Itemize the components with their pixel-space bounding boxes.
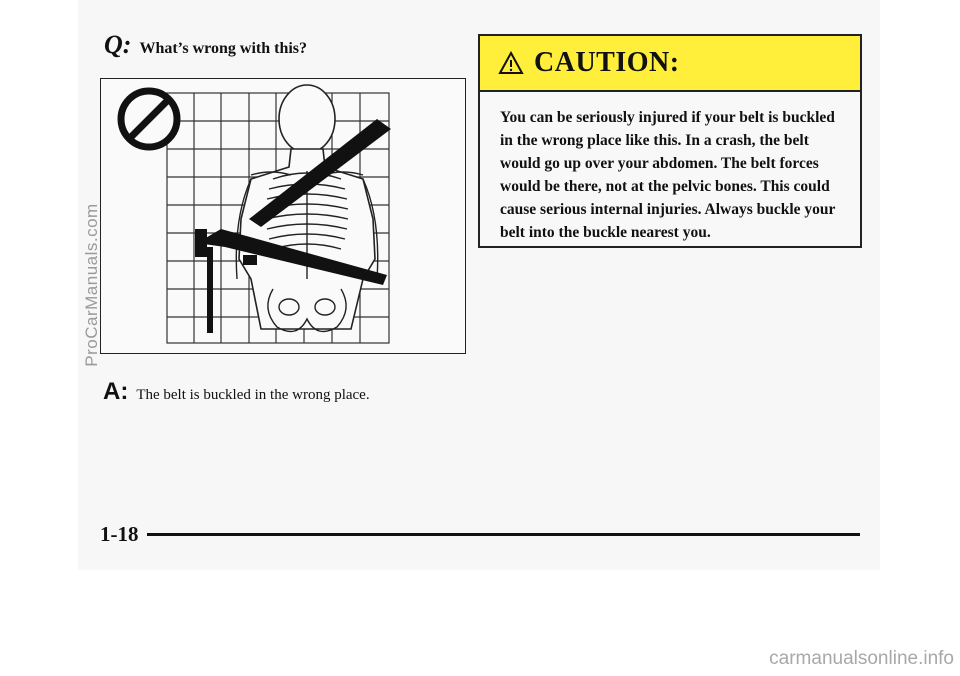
warning-triangle-icon — [498, 51, 524, 75]
page-footer — [100, 522, 860, 547]
bottom-watermark: carmanualsonline.info — [769, 648, 954, 669]
answer-label: A: — [103, 378, 129, 405]
caution-header — [480, 36, 860, 92]
question-text: What’s wrong with this? — [139, 40, 308, 57]
question-line — [104, 30, 307, 60]
caution-box — [478, 34, 862, 248]
answer-line — [103, 378, 370, 406]
caution-text: You can be seriously injured if your belt is buckled in the wrong place like this. In a crash, the belt would go up over your abdomen. The belt forces would be there, not at the pelvic bones. This could cause serious internal injuries. Always buckle your belt into the buckle nearest you. — [500, 109, 836, 241]
left-watermark — [72, 190, 112, 380]
caution-title: CAUTION: — [534, 47, 680, 78]
question-label: Q: — [104, 30, 132, 59]
page-number: 1-18 — [100, 522, 139, 546]
left-watermark-text: ProCarManuals.com — [82, 203, 101, 367]
skeleton-seatbelt-illustration — [101, 79, 464, 352]
answer-text: The belt is buckled in the wrong place. — [136, 387, 370, 403]
seatbelt-figure — [100, 78, 466, 354]
no-symbol-icon — [121, 91, 177, 147]
footer-rule — [147, 533, 861, 536]
